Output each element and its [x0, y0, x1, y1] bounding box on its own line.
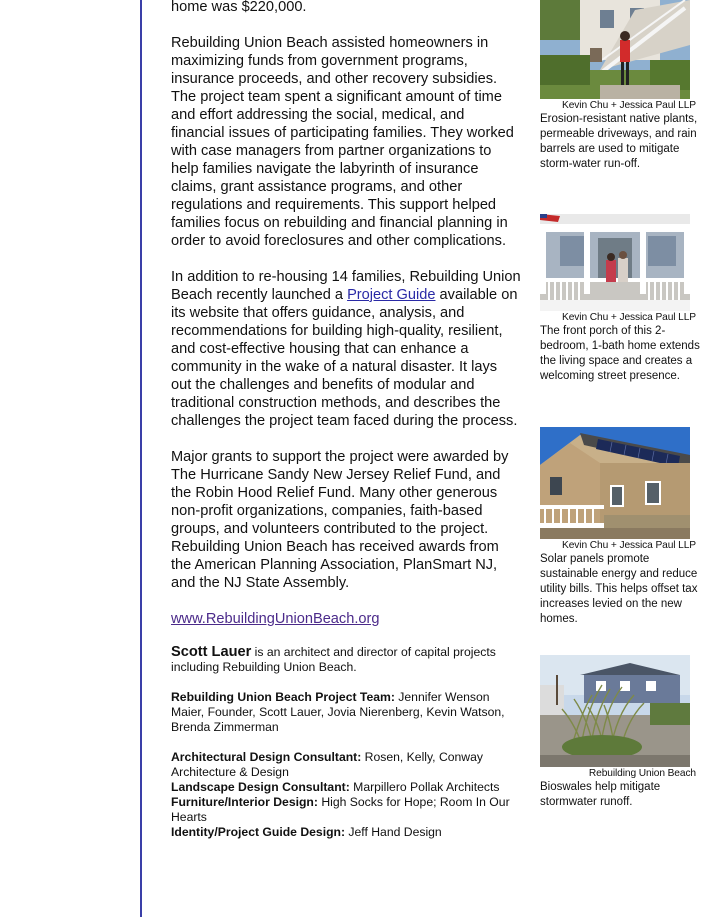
author-name: Scott Lauer	[171, 644, 252, 660]
credit-identity	[171, 825, 521, 840]
solar-house-photo	[540, 427, 690, 539]
paragraph-grants: Major grants to support the project were awarded by The Hurricane Sandy New Jersey Relief Fund, and the Robin Hood Relief Fund. Many other generous non-profit organizations, companies, faith-based groups, and volunteers contributed to the project. Rebuilding Union Beach has received awards from the American Planning Association, PlanSmart NJ, and the NJ State Assembly.	[171, 449, 509, 591]
front-porch-photo	[540, 214, 690, 311]
project-guide-link[interactable]: Project Guide	[347, 287, 436, 303]
photo-credit: Rebuilding Union Beach	[588, 768, 696, 779]
left-border-rule	[140, 0, 142, 917]
guide-text-after: available on its website that offers guidance, analysis, and recommendations for building high-quality, resilient, and cost-effective housing that can enhance a community in the wake of a natural disaster. It lays out the challenges and benefits of modular and traditional construction methods, and describes the challenges the project team faced during the process.	[171, 287, 518, 429]
credit-label: Architectural Design Consultant:	[171, 750, 362, 764]
credit-architectural	[171, 750, 521, 780]
credit-value: Jeff Hand Design	[345, 825, 442, 839]
credit-label: Furniture/Interior Design:	[171, 795, 318, 809]
credits-list	[171, 750, 521, 840]
team-label: Rebuilding Union Beach Project Team:	[171, 690, 395, 704]
sidebar-photo-4	[540, 655, 700, 810]
bioswale-photo	[540, 655, 690, 767]
photo-credit: Kevin Chu + Jessica Paul LLP	[562, 100, 696, 111]
photo-caption: Erosion-resistant native plants, permeable driveways, and rain barrels are used to mitigate storm-water run-off.	[540, 113, 698, 170]
author-bio-text: is an architect and director of capital projects including Rebuilding Union Beach.	[171, 645, 496, 674]
credit-label: Landscape Design Consultant:	[171, 780, 350, 794]
credit-value: Marpillero Pollak Architects	[349, 780, 500, 794]
photo-caption: Solar panels promote sustainable energy and reduce utility bills. This helps offset tax increases levied on the new homes.	[540, 553, 698, 625]
author-bio	[171, 645, 521, 675]
team-members: Jennifer Wenson Maier, Founder, Scott Lauer, Jovia Nierenberg, Kevin Watson, Brenda Zimmerman	[171, 690, 505, 734]
paragraph-tail: home was $220,000.	[171, 0, 307, 15]
credit-label: Identity/Project Guide Design:	[171, 825, 346, 839]
paragraph-project-guide	[171, 268, 521, 430]
photo-caption: The front porch of this 2-bedroom, 1-bath home extends the living space and creates a welcoming street presence.	[540, 325, 700, 382]
project-team	[171, 690, 521, 735]
website-line	[171, 610, 521, 628]
sidebar-photo-1	[540, 0, 700, 172]
photo-caption: Bioswales help mitigate stormwater runoff.	[540, 781, 661, 808]
credit-interior	[171, 795, 521, 825]
guide-text-before: In addition to re-housing 14 families, Rebuilding Union Beach recently launched a	[171, 269, 521, 303]
article-column	[171, 0, 521, 840]
paragraph-funding: Rebuilding Union Beach assisted homeowners in maximizing funds from government programs, insurance proceeds, and other recovery subsidies. The project team spent a significant amount of time and effort addressing the social, medical, and financial issues of participating families. They worked with case managers from partner organizations to help families navigate the labyrinth of insurance claims, grant assistance programs, and other regulations and requirements. This support helped families focus on rebuilding and financial planning in order to avoid foreclosures and other complications.	[171, 35, 514, 249]
photo-credit: Kevin Chu + Jessica Paul LLP	[562, 540, 696, 551]
sidebar-photo-2	[540, 214, 700, 384]
house-stairs-photo	[540, 0, 690, 99]
credit-value: High Socks for Hope; Room In Our Hearts	[171, 795, 510, 824]
sidebar-photo-3	[540, 427, 700, 627]
credit-value: Rosen, Kelly, Conway Architecture & Design	[171, 750, 483, 779]
credit-landscape	[171, 780, 521, 795]
website-link[interactable]: www.RebuildingUnionBeach.org	[171, 611, 380, 627]
photo-credit: Kevin Chu + Jessica Paul LLP	[562, 312, 696, 323]
